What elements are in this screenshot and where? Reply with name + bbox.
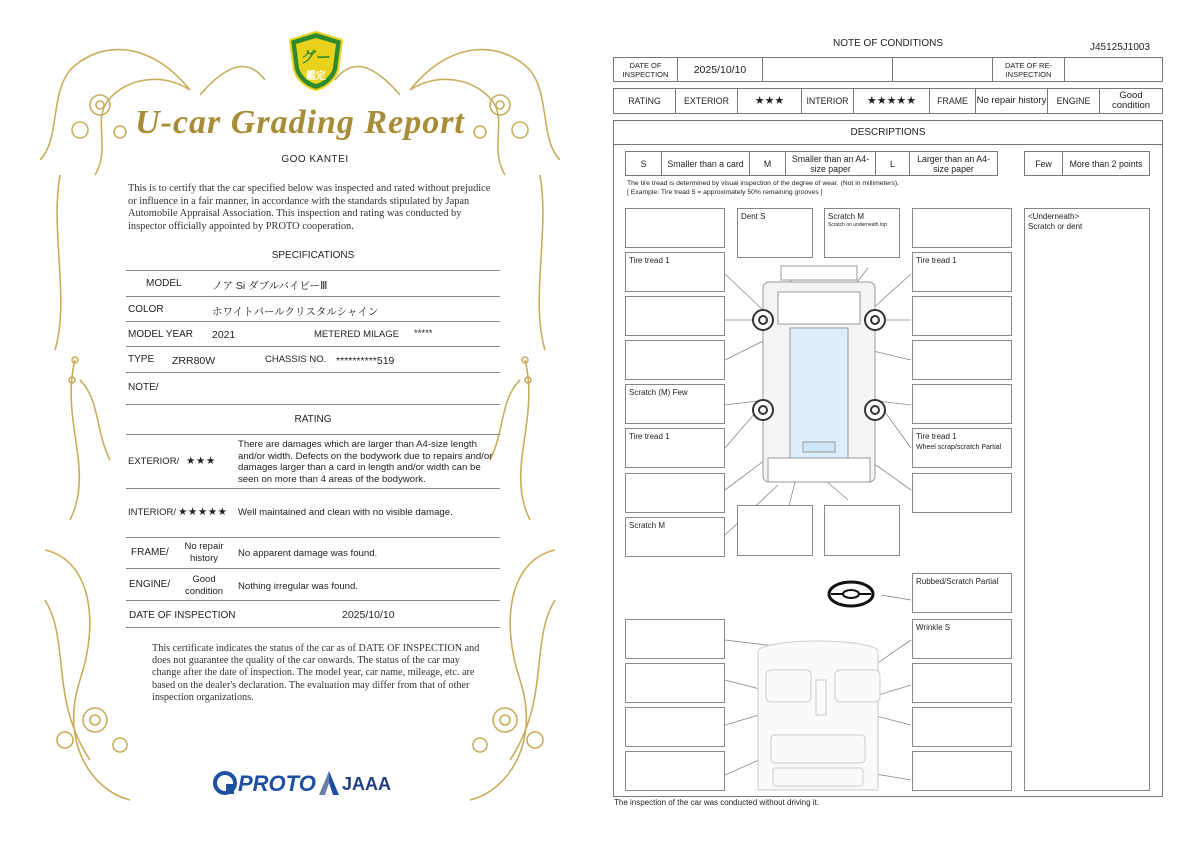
note-steering: Rubbed/Scratch Partial — [916, 577, 999, 586]
note-box-rear-2 — [824, 505, 900, 556]
conditions-title: NOTE OF CONDITIONS — [833, 38, 943, 49]
note-tire-rr: Tire tread 1 — [916, 432, 957, 441]
color-label: COLOR — [128, 304, 164, 315]
model-year-label: MODEL YEAR — [128, 329, 194, 340]
certificate-title: U-car Grading Report — [135, 104, 465, 141]
exterior-description: There are damages which are larger than A4-size length and/or width. Defects on the bodywork due to repairs and/or damages larger than a card in length and/or width can be seen on more than 4 areas of the bodywork. — [238, 439, 493, 485]
few-legend — [1024, 151, 1150, 176]
note-box-interior-7 — [912, 751, 1012, 791]
type-label: TYPE — [128, 354, 155, 365]
certificate-subtitle: GOO KANTEI — [281, 154, 349, 165]
tire-note-1: The tire tread is determined by visual inspection of the degree of wear. (Not in millimeters). — [627, 180, 899, 187]
engine-rating: Good condition — [1111, 90, 1151, 111]
conditions-footer: The inspection of the car was conducted without driving it. — [614, 798, 819, 807]
color-value: ホワイトパールクリスタルシャイン — [212, 306, 379, 318]
chassis-value: **********519 — [336, 355, 395, 367]
note-box-front-left — [625, 208, 725, 248]
engine-header: ENGINE — [1048, 89, 1100, 113]
note-box-interior-1 — [625, 619, 725, 659]
frame-description: No apparent damage was found. — [238, 548, 378, 559]
legend-s-desc: Smaller than a card — [662, 152, 750, 175]
exterior-header: EXTERIOR — [676, 89, 738, 113]
note-box-right-6 — [912, 473, 1012, 513]
steering-wheel-icon — [829, 582, 873, 606]
descriptions-title: DESCRIPTIONS — [613, 121, 1163, 145]
note-box-right-4 — [912, 384, 1012, 424]
note-box-left-6 — [625, 473, 725, 513]
note-underneath-title: <Underneath> — [1028, 212, 1080, 221]
note-box-interior-3 — [912, 663, 1012, 703]
note-label: NOTE/ — [128, 382, 159, 393]
milage-label: METERED MILAGE — [314, 329, 399, 340]
note-box-interior-6 — [625, 751, 725, 791]
jaaa-logo-text: JAAA — [342, 774, 392, 794]
specifications-title: SPECIFICATIONS — [271, 250, 355, 261]
legend-few-desc: More than 2 points — [1069, 158, 1143, 169]
engine-description: Nothing irregular was found. — [238, 581, 358, 592]
note-tire-rl: Tire tread 1 — [629, 432, 670, 441]
note-scratch-top: Scratch M — [828, 212, 865, 221]
note-tire-fr: Tire tread 1 — [916, 256, 957, 265]
legend-s: S — [626, 152, 662, 175]
note-box-tire-fl — [625, 252, 725, 292]
note-wrinkle: Wrinkle S — [916, 623, 951, 632]
frame-value: No repair history — [184, 541, 224, 564]
rating-row — [613, 88, 1163, 114]
legend-m: M — [750, 152, 786, 175]
interior-description: Well maintained and clean with no visible damage. — [238, 507, 453, 518]
engine-label: ENGINE/ — [129, 579, 171, 590]
date-value: 2025/10/10 — [678, 58, 763, 81]
badge-bottom-text: 鑑定 — [306, 71, 326, 82]
note-box-left-3 — [625, 340, 725, 380]
note-box-wrinkle — [912, 619, 1012, 659]
rating-title: RATING — [294, 414, 332, 425]
interior-label: INTERIOR/ — [128, 507, 177, 518]
interior-rating: ★★★★★ — [854, 89, 930, 113]
note-scratch-rear: Scratch M — [629, 521, 666, 530]
note-box-left-2 — [625, 296, 725, 336]
certificate-intro: This is to certify that the car specified below was inspected and rated without prejudice or influence in a fair manner, in accordance with the standards stipulated by Japan Automobile Appraisal Association. This inspection and rating was conducted by inspector officially appointed by PROTO cooperation. — [128, 183, 491, 232]
model-value: ノア Si ダブルバイビーⅢ — [212, 280, 328, 292]
note-scratch-top-sub: Scratch on underneath top — [828, 222, 887, 228]
goo-kantei-badge — [288, 30, 344, 92]
inspection-date-value: 2025/10/10 — [342, 609, 395, 621]
exterior-stars: ★★★ — [186, 455, 216, 467]
note-box-interior-5 — [912, 707, 1012, 747]
interior-stars: ★★★★★ — [178, 506, 228, 518]
exterior-label: EXTERIOR/ — [128, 456, 180, 467]
note-box-scratch-top — [824, 208, 900, 258]
note-box-front-right — [912, 208, 1012, 248]
exterior-rating: ★★★ — [738, 89, 802, 113]
note-box-tire-fr — [912, 252, 1012, 292]
note-box-right-2 — [912, 296, 1012, 336]
rating-label: RATING — [614, 89, 676, 113]
note-box-tire-rr — [912, 428, 1012, 468]
note-tire-fl: Tire tread 1 — [629, 256, 670, 265]
note-box-scratch-few — [625, 384, 725, 424]
note-underneath-value: Scratch or dent — [1028, 222, 1083, 231]
reinspection-label: DATE OF RE-INSPECTION — [993, 58, 1065, 81]
note-scratch-few: Scratch (M) Few — [629, 388, 688, 397]
note-box-right-3 — [912, 340, 1012, 380]
type-value: ZRR80W — [172, 355, 216, 367]
note-box-rear-1 — [737, 505, 813, 556]
note-box-interior-4 — [625, 707, 725, 747]
tire-note-2: [ Example: Tire tread 5 = approximately 50% remaining grooves ] — [627, 189, 823, 196]
note-tire-rr-sub: Wheel scrap/scratch Partial — [916, 444, 1002, 451]
model-year-value: 2021 — [212, 329, 236, 341]
note-box-tire-rl — [625, 428, 725, 468]
certificate-footer: This certificate indicates the status of the car as of DATE OF INSPECTION and does not guarantee the quality of the car onwards. The status of the car may change after the date of inspection. The model year, car name, mileage, etc. are based on the dealer's declaration. The evaluation may differ from that of other inspection organizations. — [152, 643, 480, 703]
note-box-scratch-rear — [625, 517, 725, 557]
legend-m-desc: Smaller than an A4-size paper — [786, 152, 876, 175]
interior-layout — [758, 641, 880, 790]
legend-l: L — [876, 152, 910, 175]
frame-label: FRAME/ — [131, 547, 169, 558]
document-id: J45125J1003 — [1090, 42, 1151, 53]
inspection-date-label: DATE OF INSPECTION — [129, 610, 236, 621]
badge-top-text: グー — [300, 48, 332, 66]
size-legend — [625, 151, 998, 176]
engine-value: Good condition — [184, 574, 224, 597]
milage-value: ***** — [414, 328, 433, 339]
note-box-dent — [737, 208, 813, 258]
note-box-interior-2 — [625, 663, 725, 703]
note-box-underneath — [1024, 208, 1150, 791]
proto-logo-text: PROTO — [238, 771, 316, 796]
date-row — [613, 57, 1163, 82]
frame-rating: No repair history — [976, 89, 1048, 113]
interior-header: INTERIOR — [802, 89, 854, 113]
frame-header: FRAME — [930, 89, 976, 113]
proto-logo-icon — [212, 770, 238, 796]
jaaa-logo-icon — [318, 770, 340, 796]
legend-l-desc: Larger than an A4-size paper — [917, 153, 990, 174]
legend-few: Few — [1025, 152, 1063, 175]
note-box-steering — [912, 573, 1012, 613]
chassis-label: CHASSIS NO. — [265, 354, 327, 365]
note-dent: Dent S — [741, 212, 766, 221]
date-label: DATE OF INSPECTION — [614, 58, 678, 81]
model-label: MODEL — [146, 278, 182, 289]
